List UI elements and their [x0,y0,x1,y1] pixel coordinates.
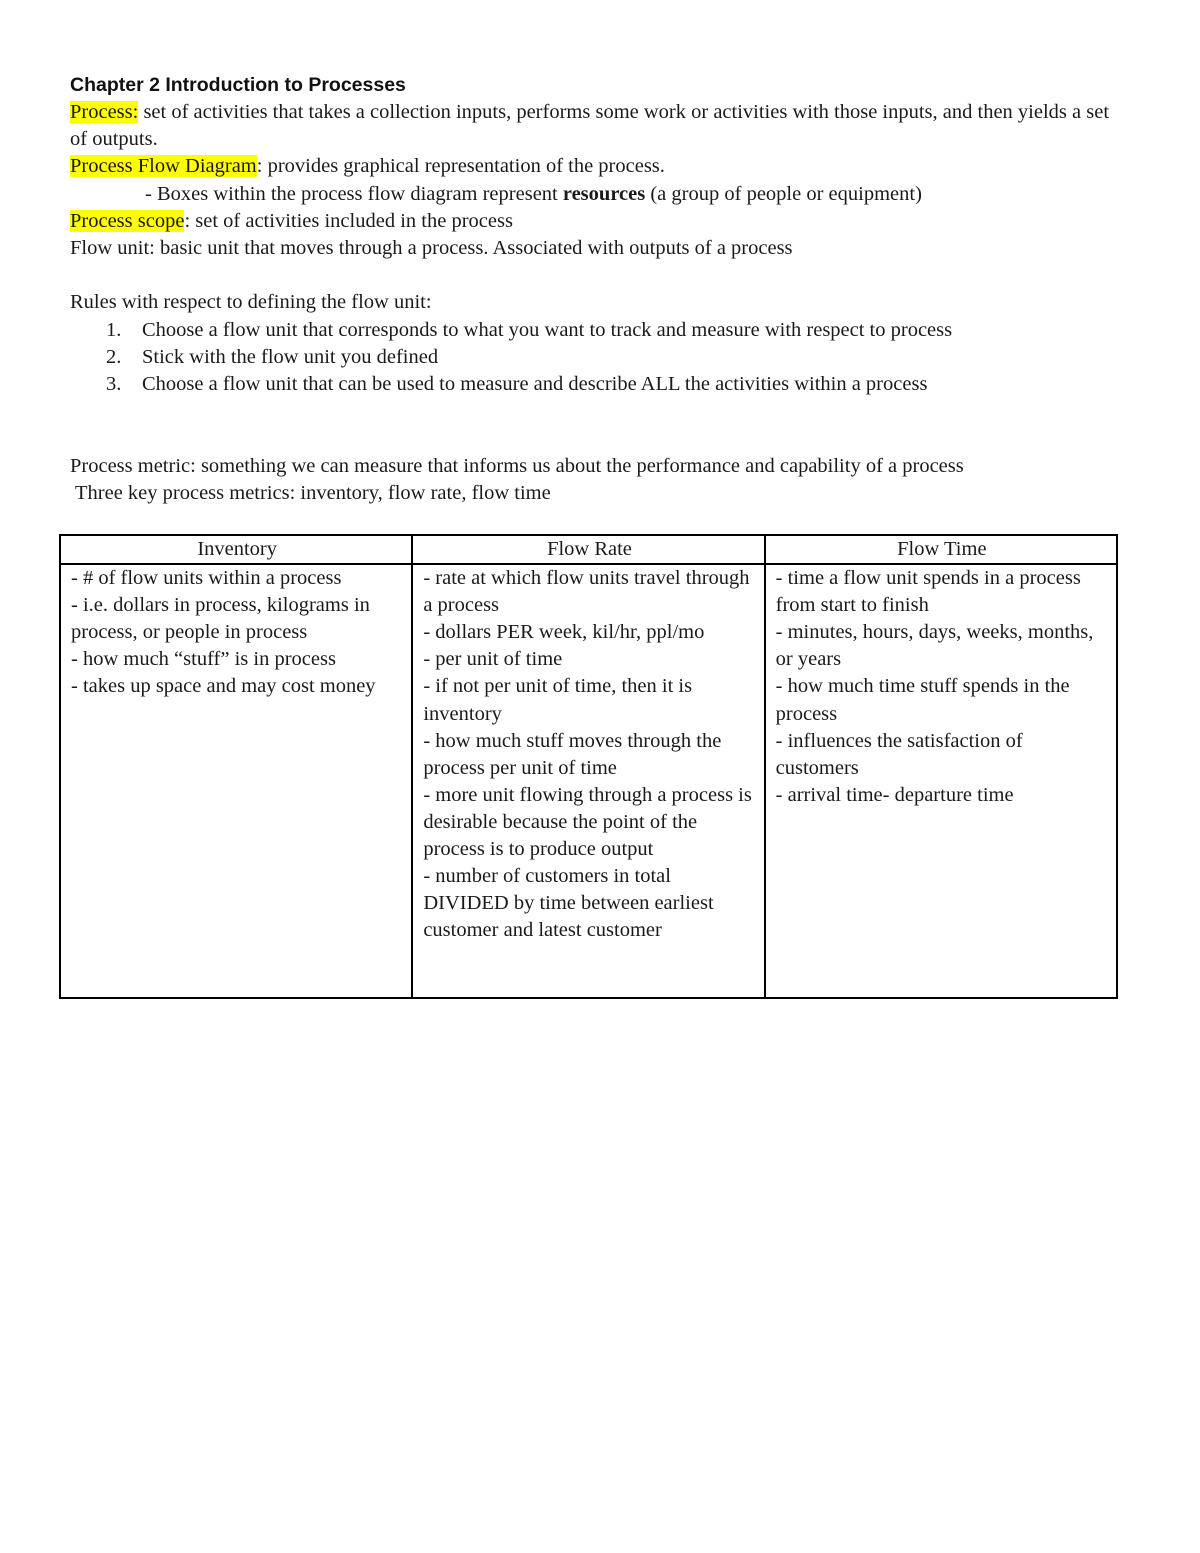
flow-rate-bullet: - how much stuff moves through the process per unit of time [423,729,722,779]
boxes-suffix: (a group of people or equipment) [645,182,922,205]
metrics-table [59,534,1118,999]
boxes-note [70,181,1130,208]
spacer [70,398,1130,452]
scope-definition-text: : set of activities included in the process [184,209,513,232]
flow-rate-bullet: - per unit of time [423,648,563,671]
flow-time-bullet: - time a flow unit spends in a process from start to finish [775,567,1081,617]
flow-rate-bullet: - number of customers in total DIVIDED by time between earliest customer and latest customer [423,865,714,942]
process-definition-text: set of activities that takes a collection inputs, performs some work or activities with those inputs, and then yields a set of outputs. [70,101,1110,151]
document-page [70,72,1130,507]
process-term: Process: [70,101,139,123]
rule-item [70,371,1130,398]
flow-time-bullet: - minutes, hours, days, weeks, months, or years [775,621,1094,671]
table-row [60,564,1117,998]
pfd-term: Process Flow Diagram [70,155,257,178]
inventory-bullet: - i.e. dollars in process, kilograms in process, or people in process [71,594,370,644]
key-metrics-line: Three key process metrics: inventory, flow rate, flow time [75,481,551,504]
flow-rate-bullet: - dollars PER week, kil/hr, ppl/mo [423,621,705,644]
rule-item [70,317,1130,344]
boxes-prefix: - Boxes within the process flow diagram represent [145,182,563,205]
rule-number: 1. [106,318,122,341]
resources-term: resources [562,182,646,205]
pfd-definition-text: : provides graphical representation of the process. [256,155,665,178]
flow-rate-bullet: - more unit flowing through a process is desirable because the point of the process is to produce output [423,783,752,861]
flow-time-bullet: - influences the satisfaction of customers [775,729,1023,779]
rule-text: Choose a flow unit that corresponds to what you want to track and measure with respect to process [142,318,953,341]
flow-rate-bullet: - rate at which flow units travel through a process [423,567,750,617]
table-header-row [60,535,1117,564]
flow-unit-definition: Flow unit: basic unit that moves through a process. Associated with outputs of a process [70,237,793,260]
flow-rate-cell [412,564,764,998]
page-title: Chapter 2 Introduction to Processes [70,74,406,96]
flow-rate-bullet: - if not per unit of time, then it is inventory [423,675,693,725]
rule-text: Stick with the flow unit you defined [142,345,439,368]
header-flow-rate: Flow Rate [412,535,764,564]
pfd-definition [70,153,1130,180]
rule-text: Choose a flow unit that can be used to measure and describe ALL the activities within a process [142,373,928,396]
inventory-cell [60,564,412,998]
inventory-bullet: - # of flow units within a process [71,567,342,590]
flow-time-bullet: - how much time stuff spends in the process [775,675,1070,725]
process-metric-definition: Process metric: something we can measure that informs us about the performance and capability of a process [70,454,964,477]
flow-time-cell [765,564,1117,998]
rule-number: 3. [106,373,122,396]
rule-item [70,344,1130,371]
header-flow-time: Flow Time [765,535,1117,564]
spacer [70,262,1130,289]
inventory-bullet: - takes up space and may cost money [71,675,376,698]
flow-time-bullet: - arrival time- departure time [775,783,1014,806]
process-definition [70,99,1130,153]
scope-term: Process scope [70,209,185,232]
inventory-bullet: - how much “stuff” is in process [71,648,336,671]
rules-heading: Rules with respect to defining the flow unit: [70,291,432,314]
rules-list [70,317,1130,399]
rule-number: 2. [106,345,122,368]
scope-definition [70,208,1130,235]
header-inventory: Inventory [60,535,412,564]
